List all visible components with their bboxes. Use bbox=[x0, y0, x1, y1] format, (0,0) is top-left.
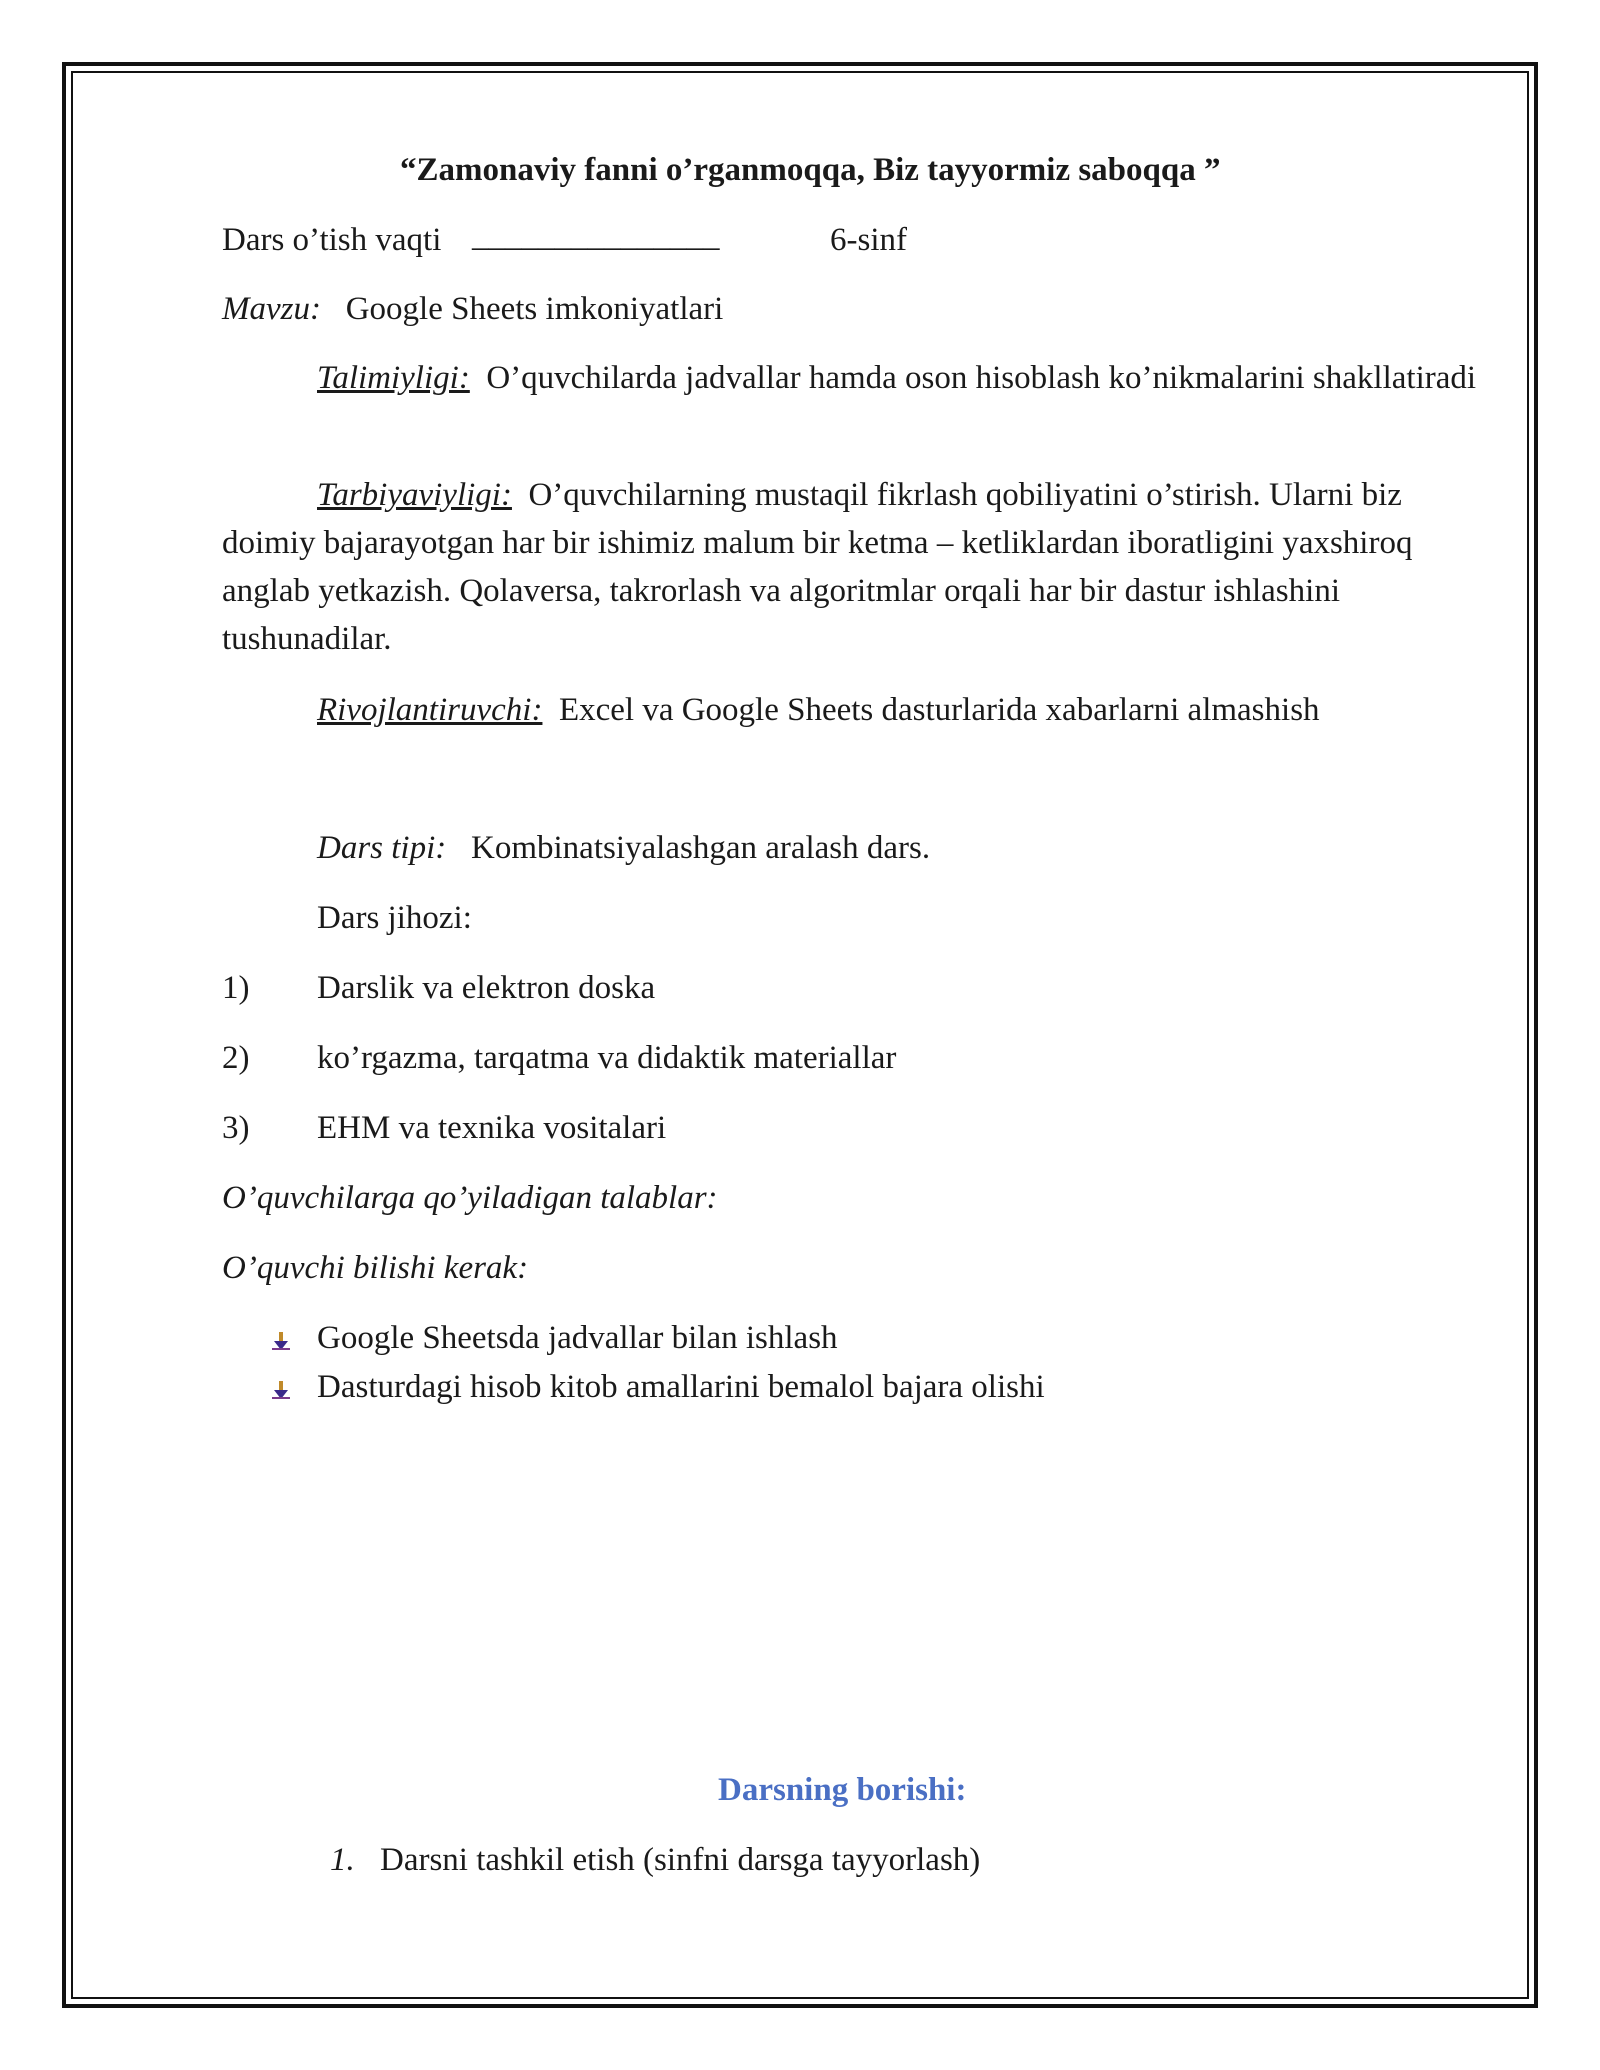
lesson-progress-heading: Darsning borishi: bbox=[718, 1772, 967, 1808]
arrow-down-icon bbox=[270, 1330, 292, 1352]
equipment-label: Dars jihozi: bbox=[317, 900, 472, 936]
equipment-number-1: 1) bbox=[222, 970, 250, 1006]
educational-goal bbox=[222, 354, 1482, 402]
upbringing-label: Tarbiyaviyligi: bbox=[317, 477, 512, 513]
progress-item-1: Darsni tashkil etish (sinfni darsga tayyorlash) bbox=[380, 1842, 981, 1878]
document-title: “Zamonaviy fanni o’rganmoqqa, Biz tayyormiz saboqqa ” bbox=[400, 152, 1221, 188]
upbringing-goal bbox=[222, 471, 1482, 663]
lesson-type-value: Kombinatsiyalashgan aralash dars. bbox=[471, 830, 931, 866]
equipment-item-2: ko’rgazma, tarqatma va didaktik materiallar bbox=[317, 1040, 897, 1076]
must-know-item-2: Dasturdagi hisob kitob amallarini bemalol bajara olishi bbox=[317, 1369, 1045, 1405]
lesson-time-label: Dars o’tish vaqti bbox=[222, 222, 442, 258]
lesson-type-row bbox=[317, 826, 930, 870]
equipment-item-3: EHM va texnika vositalari bbox=[317, 1110, 667, 1146]
developing-label: Rivojlantiruvchi: bbox=[317, 692, 543, 728]
developing-text: Excel va Google Sheets dasturlarida xabarlarni almashish bbox=[558, 692, 1320, 728]
arrow-down-icon bbox=[270, 1379, 292, 1401]
must-know-item-1: Google Sheetsda jadvallar bilan ishlash bbox=[317, 1320, 838, 1356]
topic-value: Google Sheets imkoniyatlari bbox=[345, 291, 724, 327]
progress-number-1: 1. bbox=[330, 1842, 355, 1878]
educational-text: O’quvchilarda jadvallar hamda oson hisoblash ko’nikmalarini shakllatiradi bbox=[486, 360, 1477, 396]
upbringing-text: O’quvchilarning mustaqil fikrlash qobiliyatini o’stirish. Ularni biz doimiy bajarayotgan har bir ishimiz malum bir ketma – ketliklardan iboratligini yaxshiroq anglab yetkazish. Qolaversa, takrorlash va algoritmlar orqali har bir dastur ishlashini tushunadilar. bbox=[222, 477, 1413, 657]
requirements-heading: O’quvchilarga qo’yiladigan talablar: bbox=[222, 1180, 718, 1216]
must-know-heading: O’quvchi bilishi kerak: bbox=[222, 1250, 529, 1286]
equipment-item-1: Darslik va elektron doska bbox=[317, 970, 656, 1006]
equipment-number-2: 2) bbox=[222, 1040, 250, 1076]
lesson-time-blank: _______________ bbox=[472, 218, 720, 254]
topic-row bbox=[222, 287, 723, 331]
grade-label: 6-sinf bbox=[830, 222, 907, 258]
developing-goal bbox=[222, 686, 1482, 734]
educational-label: Talimiyligi: bbox=[317, 360, 470, 396]
lesson-type-label: Dars tipi: bbox=[317, 830, 447, 866]
topic-label: Mavzu: bbox=[222, 291, 321, 327]
equipment-number-3: 3) bbox=[222, 1110, 250, 1146]
